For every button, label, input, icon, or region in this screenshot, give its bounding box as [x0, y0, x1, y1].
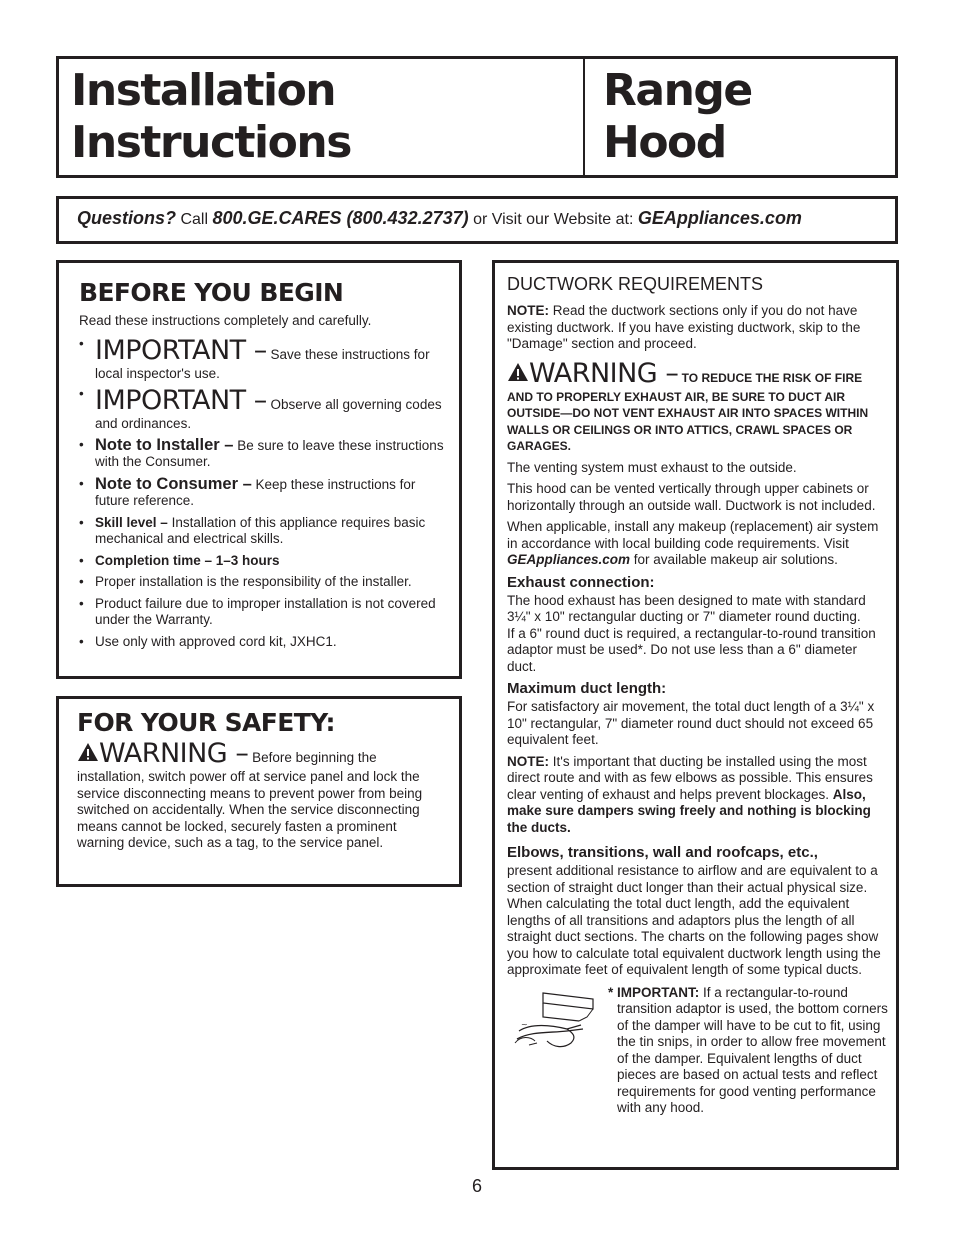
important-label: IMPORTANT – [95, 334, 267, 366]
list-item-important-1 [79, 336, 447, 383]
before-you-begin-section [56, 260, 462, 679]
call-text: Call [176, 211, 213, 228]
warning-triangle-icon [507, 362, 529, 382]
questions-label: Questions? [77, 208, 177, 228]
svg-text:~: ~ [521, 1019, 528, 1029]
warning-triangle-icon [77, 742, 99, 762]
bullet: • [79, 514, 84, 530]
skill-text: Installation of this appliance requires basic mechanical and electrical skills. [95, 514, 426, 546]
list-item-cord [79, 634, 447, 651]
important-text: Observe all governing codes and ordinances. [95, 397, 442, 431]
warning-text: Before beginning the installation, switch power off at service panel and lock the service disconnecting means to prevent power from being switched on accidentally. When the service disconnecting means cannot be locked, securely fasten a prominent warning device, such as a tag, to the service panel. [77, 750, 423, 850]
note-text: It's important that ducting be installed using the most direct route and with as few elbows as possible. This ensures clear venting of exhaust and helps prevent blockages. [507, 753, 873, 802]
document-title [71, 65, 571, 169]
bullet: • [79, 335, 84, 351]
list-item-completion [79, 553, 447, 570]
ductwork-warning [507, 359, 888, 455]
adaptor-important [507, 985, 888, 1117]
page-number: 6 [471, 1176, 482, 1196]
list-item-failure [79, 596, 447, 629]
exhaust-heading: Exhaust connection: [507, 573, 655, 591]
warning-label: WARNING – [99, 738, 249, 769]
questions-bar [56, 196, 898, 244]
bullet: • [79, 552, 84, 568]
safety-section [56, 696, 462, 887]
important-text: If a rectangular-to-round transition adaptor is used, the bottom corners of the damper will have to be cut to fit, using the tin snips, in order to allow free movement of the damper. Equivalent lengths of duct pieces are based on actual tests and reflect requirements for good venting performance with any hood. [617, 984, 888, 1115]
bullet: • [79, 386, 84, 401]
safety-title: FOR YOUR SAFETY: [77, 708, 335, 737]
title-cell [59, 59, 585, 175]
vent-outside-text: The venting system must exhaust to the outside. [507, 459, 797, 475]
visit-text: or Visit our Website at: [468, 211, 638, 228]
ducting-note [507, 754, 888, 837]
list-item-installer [79, 437, 447, 471]
ductwork-note [507, 303, 888, 353]
product-cell [585, 59, 895, 175]
bullet: • [79, 574, 84, 589]
consumer-label: Note to Consumer – [95, 474, 252, 493]
title-header [56, 56, 898, 178]
before-list [79, 336, 447, 651]
important-text: Save these instructions for local inspector's use. [95, 346, 430, 381]
warning-text: TO REDUCE THE RISK OF FIRE AND TO PROPERLY EXHAUST AIR, BE SURE TO DUCT AIR OUTSIDE—DO NOT VENT EXHAUST AIR INTO SPACES WITHIN WALLS OR CEILINGS OR INTO ATTICS, CRAWL SPACES OR GARAGES. [507, 370, 869, 453]
installer-text: Be sure to leave these instructions with the Consumer. [95, 437, 444, 469]
before-title: BEFORE YOU BEGIN [79, 278, 344, 307]
before-intro: Read these instructions completely and carefully. [79, 313, 372, 328]
list-item-consumer [79, 476, 447, 510]
bullet: • [79, 436, 84, 452]
list-item-important-2 [79, 386, 447, 433]
makeup-air-text [507, 519, 888, 569]
tin-snips-illustration [507, 987, 603, 1057]
bullet: • [79, 633, 84, 649]
note-text: Read the ductwork sections only if you do not have existing ductwork. If you have existing ductwork, skip to the "Damage" section and proceed. [507, 303, 861, 351]
failure-text: Product failure due to improper installation is not covered under the Warranty. [95, 595, 436, 627]
ductwork-section [492, 260, 899, 1170]
vent-options-text: This hood can be vented vertically through upper cabinets or horizontally through an outside wall. Ductwork is not included. [507, 481, 876, 513]
consumer-text: Keep these instructions for future reference. [95, 476, 416, 508]
title-line-2: Instructions [71, 117, 351, 168]
elbows-heading: Elbows, transitions, wall and roofcaps, etc., [507, 844, 818, 861]
max-duct-text: For satisfactory air movement, the total duct length of a 3¼" x 10" rectangular, 7" diameter round duct should not exceed 65 equivalent feet. [507, 699, 875, 747]
note-bold-text: Also, make sure dampers swing freely and nothing is blocking the ducts. [507, 786, 871, 835]
warning-label: WARNING – [529, 357, 679, 389]
max-duct-heading: Maximum duct length: [507, 680, 667, 697]
product-name: Range Hood [603, 65, 752, 168]
elbows-text: present additional resistance to airflow and are equivalent to a section of straight duct longer than their actual physical size. When calculating the total duct length, add the equivalent lengths of all transitions and adaptors plus the length of all straight duct sections. The charts on the following pages show you how to calculate total equivalent ductwork length using the approximate feet of equivalent length of some typical ducts. [507, 863, 881, 977]
proper-text: Proper installation is the responsibility of the installer. [95, 574, 412, 589]
note-label: NOTE: [507, 303, 549, 318]
bullet: • [79, 595, 84, 611]
makeup-text-b: for available makeup air solutions. [630, 552, 838, 567]
adaptor-important-text [603, 985, 888, 1117]
skill-label: Skill level – [95, 514, 168, 530]
note-label: NOTE: [507, 753, 549, 769]
important-label: IMPORTANT – [95, 385, 267, 416]
cord-text: Use only with approved cord kit, JXHC1. [95, 633, 337, 649]
completion-text: Completion time – 1–3 hours [95, 552, 280, 568]
makeup-text-a: When applicable, install any makeup (replacement) air system in accordance with local building code requirements. Visit [507, 519, 879, 551]
exhaust-text-2: If a 6" round duct is required, a rectangular-to-round transition adaptor must be used*. Do not use less than a 6" diameter duct. [507, 625, 876, 674]
phone-number[interactable]: 800.GE.CARES (800.432.2737) [212, 208, 469, 228]
website-link[interactable]: GEAppliances.com [637, 208, 802, 228]
important-label: * IMPORTANT: [608, 984, 700, 1000]
list-item-skill [79, 515, 447, 548]
title-line-1: Installation [71, 65, 336, 116]
exhaust-text-1: The hood exhaust has been designed to mate with standard 3¼" x 10" rectangular ducting or 7" diameter round ducting. [507, 592, 866, 624]
ductwork-title: DUCTWORK REQUIREMENTS [507, 274, 763, 294]
installer-label: Note to Installer – [95, 435, 234, 454]
bullet: • [79, 475, 84, 491]
website-link[interactable]: GEAppliances.com [507, 552, 631, 567]
list-item-proper [79, 574, 447, 591]
safety-warning [77, 739, 447, 852]
